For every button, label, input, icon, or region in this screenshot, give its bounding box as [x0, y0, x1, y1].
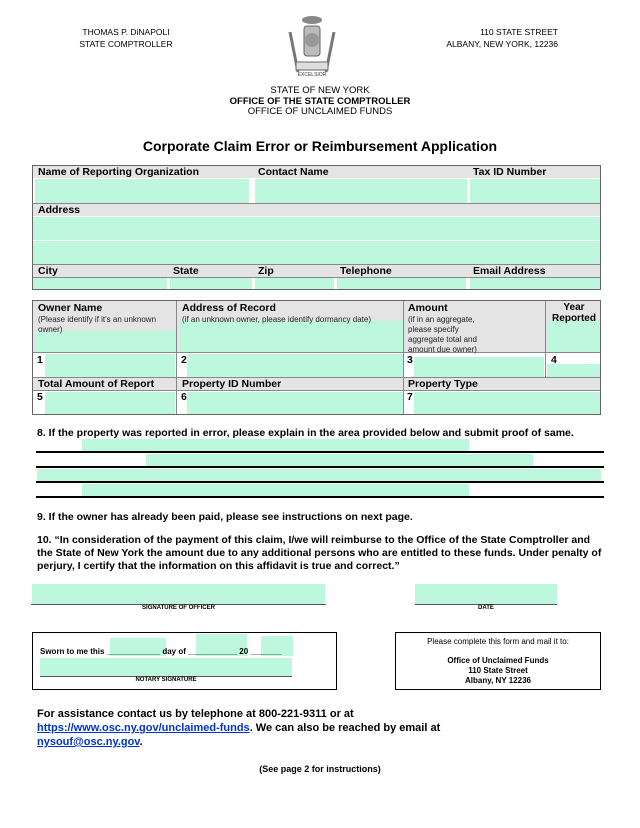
divider [36, 466, 604, 468]
total-amount-input[interactable] [45, 392, 175, 414]
unclaimed-funds-link[interactable]: https://www.osc.ny.gov/unclaimed-funds [37, 722, 250, 734]
item-9-text: 9. If the owner has already been paid, please see instructions on next page. [37, 511, 413, 523]
telephone-label: Telephone [340, 265, 392, 277]
email-input[interactable] [470, 278, 600, 289]
assist-text-1: For assistance contact us by telephone at 800-221-9311 or at [37, 708, 354, 720]
date-label: DATE [478, 605, 494, 611]
divider [36, 481, 604, 483]
item-8-text: 8. If the property was reported in error, please explain in the area provided below and submit proof of same. [37, 427, 574, 439]
owner-name-hint: (Please identify if it's an unknown owner) [38, 315, 157, 334]
zip-input[interactable] [255, 278, 334, 289]
address-of-record-label: Address of Record [182, 302, 276, 314]
address-of-record-input[interactable] [180, 321, 403, 352]
mail-street: 110 State Street [468, 666, 528, 675]
field-1-number: 1 [37, 354, 43, 366]
mail-city: Albany, NY 12236 [465, 676, 531, 685]
officer-signature-label: SIGNATURE OF OFFICER [142, 605, 215, 611]
field-1-input[interactable] [45, 354, 175, 378]
ny-state-seal-icon [282, 14, 342, 78]
field-2-number: 2 [181, 354, 187, 366]
field-4-number: 4 [551, 354, 557, 366]
mailing-box [395, 632, 601, 690]
assist-text-3: . [139, 736, 143, 748]
amount-label: Amount [408, 302, 448, 314]
officer-signature-input[interactable] [32, 584, 325, 604]
sworn-label: Sworn to me this [40, 647, 105, 656]
amount-hint: (if in an aggregate, please specify aggregate total and amount due owner) [408, 315, 477, 354]
day-of-label: day of [162, 647, 186, 656]
property-id-label: Property ID Number [182, 378, 282, 390]
blank: _______ [250, 647, 282, 656]
telephone-input[interactable] [337, 278, 466, 289]
footer-note: (See page 2 for instructions) [259, 764, 381, 774]
comptroller-block [70, 26, 182, 50]
field-2-input[interactable] [187, 354, 403, 378]
explanation-line1-input[interactable] [82, 439, 469, 451]
year-reported-label: Year Reported [552, 302, 596, 324]
contact-name-input[interactable] [255, 179, 467, 203]
address-line2-input[interactable] [33, 241, 600, 264]
explanation-line4-input[interactable] [82, 484, 469, 496]
mail-intro: Please complete this form and mail it to: [427, 637, 569, 646]
zip-label: Zip [258, 265, 274, 277]
property-id-input[interactable] [187, 392, 403, 414]
mail-office: Office of Unclaimed Funds [447, 656, 549, 665]
email-label: Email Address [473, 265, 546, 277]
address-line1-input[interactable] [33, 217, 600, 240]
item-10-affidavit: 10. “In consideration of the payment of this claim, I/we will reimburse to the Office of the State Comptroller and the State of New York the amount due to any additional persons who are entitled to these funds. Under penalty of perjury, I certify that the information on this affidavit is true and correct.” [37, 534, 602, 572]
century-label: 20 [239, 647, 249, 656]
date-input[interactable] [415, 584, 557, 604]
sworn-line [40, 647, 282, 656]
state-input[interactable] [170, 278, 252, 289]
state-label: State [173, 265, 199, 277]
office-heading [0, 86, 640, 118]
city-state: ALBANY, NEW YORK, 12236 [446, 39, 558, 49]
division-name: OFFICE OF UNCLAIMED FUNDS [247, 106, 393, 117]
blank: ____________ [106, 647, 161, 656]
contact-name-label: Contact Name [258, 166, 329, 178]
office-name: OFFICE OF THE STATE COMPTROLLER [229, 95, 411, 107]
property-type-label: Property Type [408, 378, 478, 390]
city-input[interactable] [33, 278, 167, 289]
owner-name-label: Owner Name [38, 302, 103, 314]
field-3-number: 3 [407, 354, 413, 366]
tax-id-input[interactable] [470, 179, 600, 203]
divider [36, 496, 604, 498]
page-title: Corporate Claim Error or Reimbursement Application [142, 138, 498, 154]
field-3-input[interactable] [414, 357, 544, 378]
tax-id-label: Tax ID Number [473, 166, 547, 178]
property-table [32, 300, 601, 415]
year-reported-input[interactable] [547, 321, 600, 352]
comptroller-title: STATE COMPTROLLER [79, 39, 173, 49]
assistance-text [37, 707, 527, 749]
address-block [446, 26, 558, 50]
state-name: STATE OF NEW YORK [270, 85, 370, 96]
assist-text-2: . We can also be reached by email at [249, 722, 441, 734]
organization-table [32, 165, 601, 290]
city-label: City [38, 265, 58, 277]
svg-text:EXCELSIOR: EXCELSIOR [297, 72, 327, 78]
field-4-input[interactable] [547, 364, 600, 378]
explanation-line3-input[interactable] [37, 469, 601, 481]
field-5-number: 5 [37, 391, 43, 403]
field-6-number: 6 [181, 391, 187, 403]
address-of-record-hint: (if an unknown owner, please identify dormancy date) [182, 315, 371, 324]
blank: ___________ [188, 647, 238, 656]
property-type-input[interactable] [414, 392, 600, 414]
notary-signature-label: NOTARY SIGNATURE [135, 677, 197, 683]
comptroller-name: THOMAS P. DiNAPOLI [82, 27, 170, 37]
field-7-number: 7 [407, 391, 413, 403]
notary-signature-input[interactable] [40, 658, 292, 676]
divider [36, 451, 604, 453]
org-name-input[interactable] [35, 179, 249, 203]
address-label: Address [38, 204, 81, 216]
email-link[interactable]: nysouf@osc.ny.gov [37, 736, 140, 748]
street: 110 STATE STREET [480, 27, 558, 37]
total-amount-label: Total Amount of Report [38, 378, 155, 390]
notary-box [32, 632, 337, 690]
explanation-line2-input[interactable] [146, 454, 533, 466]
org-name-label: Name of Reporting Organization [38, 166, 200, 178]
